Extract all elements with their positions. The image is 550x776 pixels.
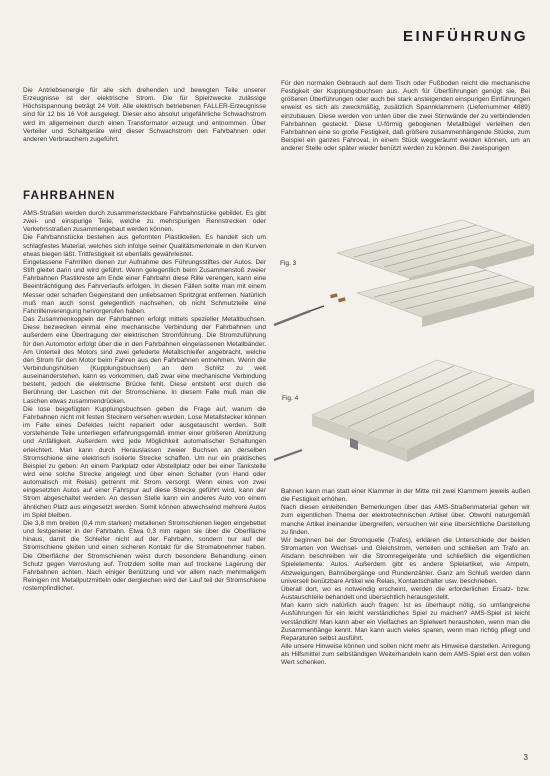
figure-label: Fig. 3 [280, 260, 297, 267]
figure-track-coupling [272, 215, 542, 335]
intro-paragraph [23, 87, 266, 144]
right-column-top [281, 80, 530, 153]
paragraph: Überall dort, wo es notwendig erscheint, werden die erforderlichen Ersatz- bzw. Austauschteile behandelt und übersichtlich herausgestellt. [281, 585, 530, 602]
paragraph: Wir beginnen bei der Stromquelle (Trafos), erklären die Unterschiede der beiden Stromarten von Wechsel- und Gleichstrom, verteilen und schließen am Trafo an. Alsdann beschreiben wir die Stromregelgeräte und schließlich die eigentlichen Spielelemente: Autos. Außerdem gibt es andere Spielartikel, wie Ampeln, Abzweigungen, Bahnübergänge und Rundenzähler. Ganz am Schluß werden dann universell benützbare Artikel wie Relais, Kontaktschalter usw. beschrieben. [281, 536, 530, 585]
paragraph: Bahnen kann man statt einer Klammer in der Mitte mit zwei Klammern jeweils außen die Festigkeit erhöhen. [281, 488, 530, 504]
figure-track-clamp [272, 340, 542, 480]
page-number: 3 [523, 753, 528, 762]
section-heading: FAHRBAHNEN [23, 190, 116, 202]
paragraph: Die lose beigefügten Kupplungsbuchsen geben die Frage auf, warum die Fahrbahnen nicht mit festen Steckern versehen wurden. Lose Metallstecker können im Falle eines Defektes leicht repariert oder ausgetauscht werden. Sollt vorstehende Teile unterliegen erfahrungsgemäß immer einer größeren Abnützung und Anfälligkeit. Außerdem wird jede Möglichkeit automatischer Schaltungen erleichtert. Man kann durch Herauslassen zweier Buchsen an derselben Stromschiene eine elektrisch isolierte Strecke schaffen. Um nur ein praktisches Beispiel zu geben: An einem Parkplatz oder Abstellplatz oder bei einer Tankstelle wird eine solche Strecke angelegt und über einen Schalter (von Hand oder automatisch mit Relais) getrennt mit Strom versorgt. Wenn eines von zwei eingesetzten Autos auf einer Fahrspur auf diese Strecke geführt wird, kann der Strom abgeschaltet werden. An dessen Stelle kann ein anderes Auto von einem ähnlichen Platz aus eingesetzt werden. Somit können abwechselnd mehrere Autos im Spiel bleiben. [23, 405, 266, 519]
paragraph: Eingelassene Fahrrillen dienen zur Aufnahme des Führungsstiftes der Autos. Der Stift gleitet darin und wird geführt. Wenn gelegentlich beim Zusammenstoß zweier Fahrbahnen Plastikreste am Ende einer Fahrbahn diese Rille verengen, kann eine Beeinträchtigung des Fahrverlaufs erfolgen. In diesen Fällen sollte man mit einem Messer oder scharfen Gegenstand den unliebsamen Spritzgrat entfernen. Natürlich muß man auch sonst gelegentlich nachsehen, ob nicht Schmutzteile eine Fahrrillenverengung hervorgerufen haben. [23, 258, 266, 315]
right-column-bottom [281, 488, 530, 667]
left-column-main [23, 210, 266, 593]
paragraph: AMS-Straßen werden durch zusammensteckbare Fahrbahnstücke gebildet. Es gibt zwei- und einspurige Teile, welche zu mehrspurigen Rennstrecken oder Verkehrsstraßen zusammengebaut werden können. [23, 210, 266, 234]
figure-label: Fig. 4 [282, 395, 299, 402]
track-clamp-illustration [272, 340, 542, 480]
track-coupling-illustration [272, 215, 542, 335]
paragraph: Alle unsere Hinweise können und sollen nicht mehr als Hinweise darstellen. Anregung als Hilfsmittel zum selbständigen Weiterhandeln kann dem AMS-Spiel erst den vollen Wert schenken. [281, 642, 530, 667]
paragraph: Nach diesen einleitenden Bemerkungen über das AMS-Straßenmaterial gehen wir zum eigentlichen Thema der elektrotechnischen Artikel über. Obwohl naturgemäß manche Artikel ineinander übergreifen, versuchen wir eine übersichtliche Darstellung zu finden. [281, 504, 530, 536]
paragraph: Das Zusammenkoppeln der Fahrbahnen erfolgt mittels spezieller Metallbuchsen. Diese bezwecken einmal eine mechanische Verbindung der Fahrbahnen und außerdem eine Übertragung der elektrischen Stromführung. Die Stromzuführung für den Automotor erfolgt über die in den Fahrbahnen eingelassenen Metallbänder. Am Unterteil des Motors sind zwei gefederte Metallschleifer angebracht, welche den Strom für den Motor beim Fahren aus den Fahrbahnen entnehmen. Wenn die Verbindungshülsen (Kupplungsbuchsen) an dem Schlitz zu weit auseinanderstehen, kann es vorkommen, daß zwar eine mechanische Verbindung besteht, jedoch die elektrische Brücke fehlt. Diese entsteht erst durch die Berührung der Laschen mit der Stromschiene. In diesem Falle muß man die Laschen etwas zusammendrücken. [23, 316, 266, 405]
paragraph: Man kann sich natürlich auch fragen: Ist es überhaupt nötig, so umfangreiche Ausführungen für ein leicht verständliches Spiel zu machen? AMS-Spiel ist leicht verständlich! Man kann aber ein Vielfaches an Spielwert herausholen, wenn man die Zusammenhänge kennt. Man kann auch vieles sparen, wenn man richtig pflegt und Reparaturen selbst ausführt. [281, 602, 530, 642]
right-top-text: Für den normalen Gebrauch auf dem Tisch oder Fußboden reicht die mechanische Festigkeit der Kupplungsbuchsen aus. Auch für Überführungen genügt sie. Bei größeren Überführungen oder auch bei stark ansteigenden einspurigen Einführungen erweist es sich als zweckmäßig, zusätzlich Spannklammern (Liefernummer 4889) einzubauen. Diese werden von unten über die zwei Stirnwände der zu verbindenden Fahrbahnen gesteckt. Diese U-förmig gebogenen Metallbügel verleihen den Fahrbahnen eine so große Festigkeit, daß größere zusammenhängende Stücke, zum Beispiel ein ganzes Fahroval, in einem Stück weggeräumt werden können, um an anderer Stelle oder später wieder benützt werden zu können. Bei zweispurigen [281, 80, 530, 153]
page-title: EINFÜHRUNG [403, 28, 528, 45]
paragraph: Die 3,8 mm breiten (0,4 mm starken) metallenen Stromschienen liegen eingebettet und festgenietet in der Fahrbahn. Etwa 0,3 mm ragen sie über die Oberfläche hinaus, damit die Schleifer nicht auf der Fahrbahn, sondern nur auf der Stromschiene gleiten und einen sicheren Kontakt für die Stromabnehmer haben. Die Oberfläche der Stromschienen weist durch besondere Behandlung einen Schutz gegen Verrostung auf. Trotzdem sollte man auf trockene Lagerung der Fahrbahnen achten. Nach einiger Benützung und vor allem nach mehrmaligem Reinigen mit Metallputzmitteln oder dergleichen wird der Lauf teil der Stromschiene rostempfindlicher. [23, 519, 266, 593]
paragraph: Die Fahrbahnstücke bestehen aus geformten Plastikteilen. Es handelt sich um schlagfestes Material, welches sich infolge seiner Qualitätsmerkmale in den Kurven etwas biegen läßt. Trittfestigkeit ist ebenfalls gewährleistet. [23, 234, 266, 258]
intro-text: Die Antriebsenergie für alle sich drehenden und bewegten Teile unserer Erzeugnisse ist der elektrische Strom. Die für Spielzwecke zulässige Höchstspannung beträgt 24 Volt. Alle elektrisch betriebenen FALLER-Erzeugnisse sind für 12 bis 16 Volt ausgelegt. Dieser also absolut ungefährliche Schwachstrom wird im allgemeinen durch einen Transformator erzeugt und entnommen. Über Verteiler und Schaltgeräte wird dieser Schwachstrom den Fahrbahnen oder anderen Verbrauchern zugeführt. [23, 87, 266, 143]
